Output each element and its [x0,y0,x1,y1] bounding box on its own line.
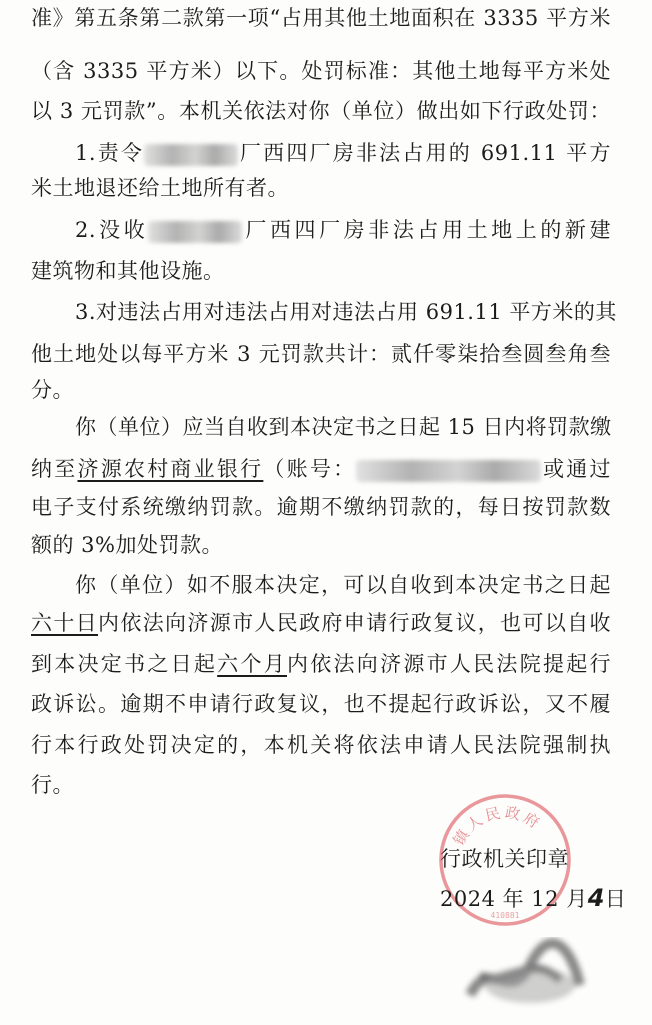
appeal-line-6: 行。 [31,773,74,797]
sixty-days: 六十日 [31,611,99,635]
seal-code: 410881 [490,911,520,920]
item-3-line-2: 他土地处以每平方米 3 元罚款共计：贰仟零柒拾叁圆叁角叁 [31,342,611,366]
payment-line-3: 电子支付系统缴纳罚款。逾期不缴纳罚款的，每日按罚款数 [31,495,611,519]
appeal-line-3-pre: 到本决定书之日起 [31,652,218,676]
account-label: （账号： [263,457,357,481]
item-1-suffix: 厂西四厂房非法占用的 691.11 平方 [238,141,611,165]
six-months: 六个月 [217,652,287,676]
appeal-line-5: 行本行政处罚决定的，本机关将依法申请人民法院强制执 [31,733,611,757]
item-3-line-1: 3.对违法占用对违法占用对违法占用 691.11 平方米的其 [75,300,617,324]
date-day-suffix: 日 [604,887,627,911]
payment-pre: 纳至 [31,457,78,481]
redacted-signature-icon [460,935,590,1015]
item-2-line-2: 建筑物和其他设施。 [31,259,225,283]
redacted-account [356,460,541,482]
bank-name: 济源农村商业银行 [77,457,264,481]
date-day-handwritten: 4 [587,884,605,912]
appeal-line-4: 政诉讼。逾期不申请行政复议，也不提起行政诉讼，又不履 [31,692,611,716]
redacted-name [144,144,238,166]
text-line-3: 以 3 元罚款”。本机关依法对你（单位）做出如下行政处罚： [31,99,611,123]
payment-line-4: 额的 3%加处罚款。 [31,533,223,557]
text-line-2: （含 3335 平方米）以下。处罚标准：其他土地每平方米处 [31,59,611,83]
item-2-prefix: 2.没收 [75,218,149,242]
item-2-suffix: 厂西四厂房非法占用土地上的新建 [242,218,611,242]
payment-line-1: 你（单位）应当自收到本决定书之日起 15 日内将罚款缴 [75,415,612,439]
item-1-line-1 [75,139,611,167]
date-year-month: 2024 年 12 月 [440,887,588,911]
appeal-line-2 [31,609,611,637]
payment-post: 或通过 [541,457,612,481]
signature-date [440,884,626,912]
item-1-prefix: 1.责令 [75,141,145,165]
appeal-line-3-rest: 内依法向济源市人民法院提起行 [286,652,612,676]
item-3-line-3: 分。 [31,378,74,402]
appeal-line-1: 你（单位）如不服本决定，可以自收到本决定书之日起 [75,573,611,597]
redacted-name [148,221,242,243]
seal-text: 镇人民政府 [449,803,546,849]
text-line-1: 准》第五条第二款第一项“占用其他土地面积在 3335 平方米 [31,6,611,30]
seal-label: 行政机关印章 [440,847,569,871]
appeal-line-2-rest: 内依法向济源市人民政府申请行政复议，也可以自收 [98,611,612,635]
item-2-line-1 [75,216,611,244]
payment-line-2 [31,455,611,483]
appeal-line-3 [31,650,611,678]
item-1-line-2: 米土地退还给土地所有者。 [31,176,289,200]
